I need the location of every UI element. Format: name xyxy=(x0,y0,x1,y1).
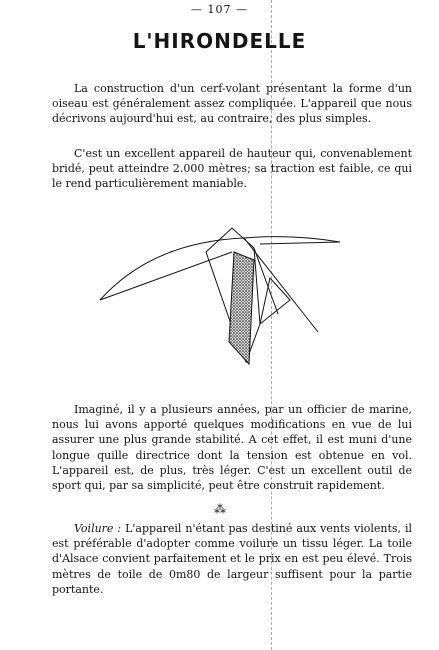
voilure-term: Voilure : xyxy=(74,522,122,535)
paragraph-introduction-text: La construction d'un cerf-volant présentant la forme d'un oiseau est généralement assez compliquée. L'appareil que nous décrivons aujourd'hui est, au contraire, des plus simples. xyxy=(52,82,412,126)
paragraph-history xyxy=(52,402,412,493)
paragraph-performance xyxy=(52,146,412,192)
page-title: L'HIRONDELLE xyxy=(132,29,307,53)
kite-wing-right-arc xyxy=(244,237,340,242)
kite-brace xyxy=(254,248,278,314)
paragraph-voilure-text: L'appareil n'étant pas destiné aux vents violents, il est préférable d'adopter comme voilure un tissu léger. La toile d'Alsace convient parfaitement et le prix en est peu élevé. Trois mètres de toile de 0m80 de largeur suffisent pour la partie portante. xyxy=(52,522,413,596)
kite-keel-shaded xyxy=(229,252,254,364)
paragraph-introduction xyxy=(52,81,412,127)
kite-tail-right xyxy=(260,278,290,324)
kite-wing-left-edge xyxy=(100,252,232,300)
kite-wing-left-arc xyxy=(100,238,244,300)
paragraph-voilure xyxy=(52,521,412,597)
paragraph-performance-text: C'est un excellent appareil de hauteur qui, convenablement bridé, peut atteindre 2.000 mètres; sa traction est faible, ce qui le rend particulièrement maniable. xyxy=(52,147,412,191)
section-divider-ornament: ⁂ xyxy=(214,502,226,516)
kite-wing-right-edge xyxy=(260,242,340,244)
kite-figure xyxy=(92,212,342,374)
paragraph-history-text: Imaginé, il y a plusieurs années, par un officier de marine, nous lui avons apporté quelques modifications en vue de lui assurer une plus grande stabilité. A cet effet, il est muni d'une longue quille directrice dont la tension est obtenue en vol. L'appareil est, de plus, très léger. C'est un excellent outil de sport qui, par sa simplicité, peut être construit rapidement. xyxy=(52,403,412,493)
page-number: — 107 — xyxy=(191,3,248,16)
